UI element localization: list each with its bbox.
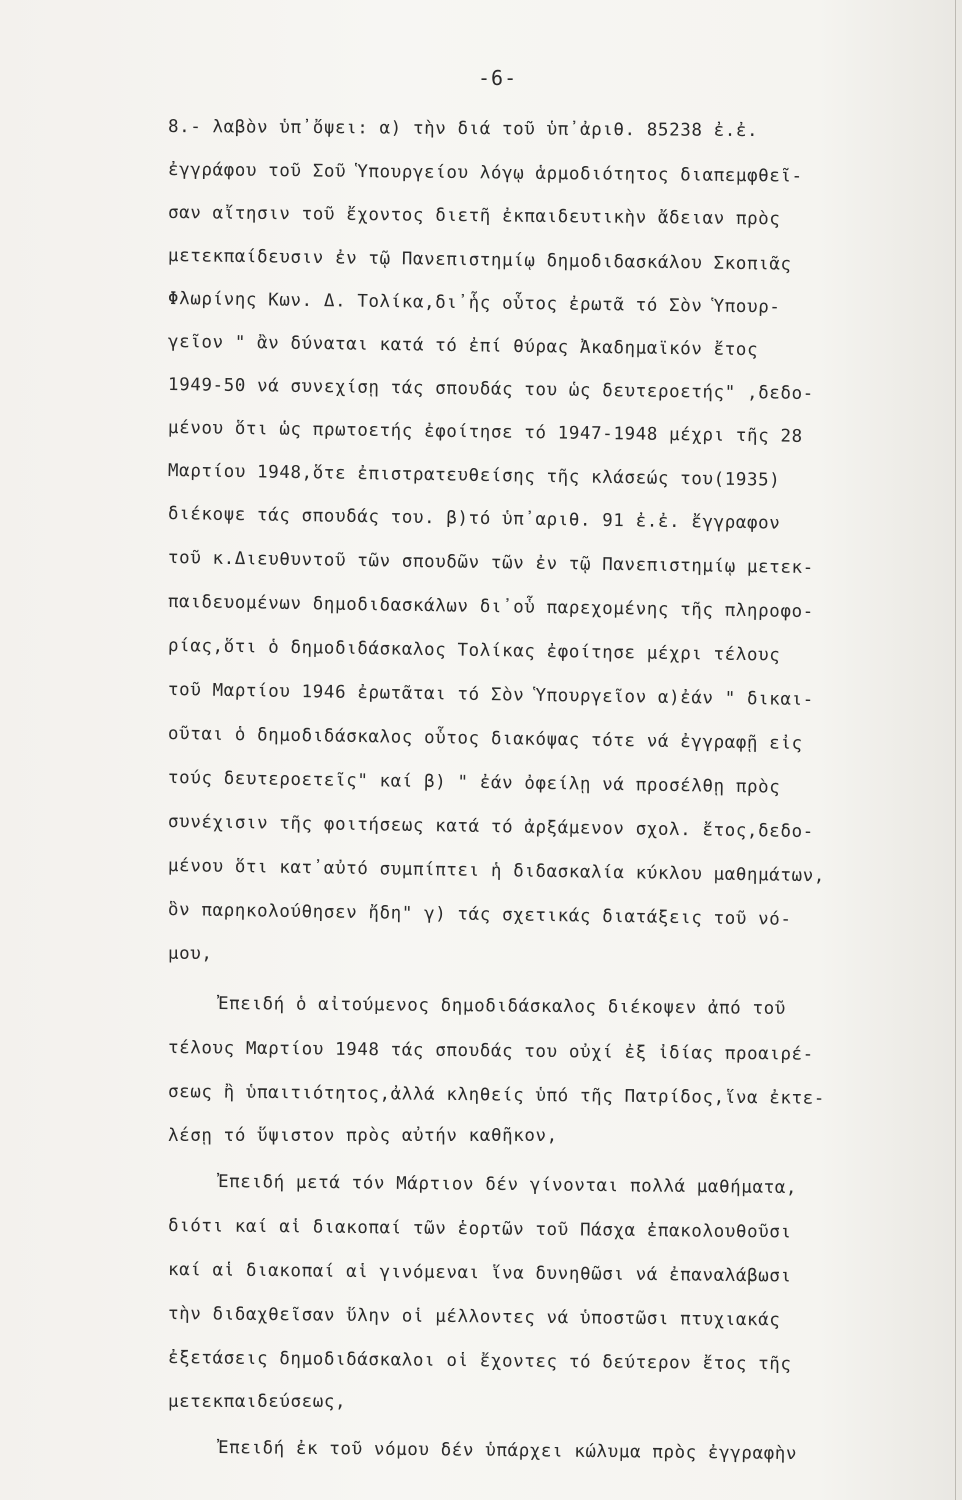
text-line: μου,: [168, 944, 213, 964]
text-line: Ἐπειδή ἐκ τοῦ νόμου δέν ὑπάρχει κώλυμα πρὸς ἐγγραφὴν: [217, 1438, 798, 1465]
text-line: οῦται ὁ δημοδιδάσκαλος οὗτος διακόψας τότε νά ἐγγραφῇ εἰς: [167, 724, 803, 754]
text-line: τοῦ κ.Διευθυντοῦ τῶν σπουδῶν τῶν ἐν τῷ Πανεπιστημίῳ μετεκ-: [167, 548, 814, 579]
text-line: διότι καί αἱ διακοπαί τῶν ἑορτῶν τοῦ Πάσχα ἐπακολουθοῦσι: [167, 1216, 792, 1243]
text-line: Μαρτίου 1948,ὅτε ἐπιστρατευθείσης τῆς κλάσεώς του(1935): [167, 461, 781, 491]
text-line: σεως ἢ ὑπαιτιότητος,ἀλλά κληθείς ὑπό τῆς Πατρίδος,ἵνα ἐκτε-: [167, 1082, 826, 1109]
text-line: Ἐπειδή μετά τόν Μάρτιον δέν γίνονται πολλά μαθήματα,: [217, 1172, 798, 1199]
text-line: μένου ὅτι ὡς πρωτοετής ἐφοίτησε τό 1947-1948 μέχρι τῆς 28: [167, 418, 803, 447]
text-line: ρίας,ὅτι ὁ δημοδιδάσκαλος Τολίκας ἐφοίτησε μέχρι τέλους: [167, 636, 781, 666]
text-line: Ἐπειδή ὁ αἰτούμενος δημοδιδάσκαλος διέκοψεν ἀπό τοῦ: [217, 994, 787, 1019]
text-line: γεῖον " ἂν δύναται κατά τό ἐπί θύρας Ἀκαδημαϊκόν ἔτος: [167, 332, 759, 361]
text-line: Φλωρίνης Κων. Δ. Τολίκα,δι᾿ἧς οὗτος ἐρωτᾶ τό Σὸν Ὑπουρ-: [167, 289, 781, 318]
text-line: διέκοψε τάς σπουδάς του. β)τό ὑπ᾿αριθ. 91 ἐ.ἐ. ἔγγραφον: [167, 504, 781, 534]
text-line: μετεκπαίδευσιν ἐν τῷ Πανεπιστημίῳ δημοδιδασκάλου Σκοπιᾶς: [167, 246, 792, 275]
text-line: μετεκπαιδεύσεως,: [168, 1392, 347, 1412]
text-line: 1949-50 νά συνεχίσῃ τάς σπουδάς του ὡς δευτεροετής" ,δεδο-: [167, 375, 814, 405]
page-number: -6-: [478, 66, 518, 90]
text-line: τοῦ Μαρτίου 1946 ἐρωτᾶται τό Σὸν Ὑπουργεῖον α)ἐάν " δικαι-: [167, 680, 814, 711]
text-line: μένου ὅτι κατ᾿αὐτό συμπίπτει ἡ διδασκαλία κύκλου μαθημάτων,: [167, 856, 826, 887]
text-line: τούς δευτεροετεῖς" καί β) " ἐάν ὀφείλῃ νά προσέλθῃ πρὸς: [167, 768, 781, 798]
text-line: λέσῃ τό ὕψιστον πρὸς αὐτήν καθῆκον,: [168, 1126, 558, 1146]
text-line: σαν αἴτησιν τοῦ ἔχοντος διετῆ ἐκπαιδευτικὴν ἄδειαν πρὸς: [167, 203, 781, 230]
text-line: ἐξετάσεις δημοδιδάσκαλοι οἱ ἔχοντες τό δεύτερον ἔτος τῆς: [167, 1348, 792, 1375]
text-line: τέλους Μαρτίου 1948 τάς σπουδάς του οὐχί ἐξ ἰδίας προαιρέ-: [167, 1038, 814, 1065]
page-edge-line: [955, 0, 956, 1500]
text-line: συνέχισιν τῆς φοιτήσεως κατά τό ἀρξάμενον σχολ. ἔτος,δεδο-: [167, 812, 814, 843]
text-line: καί αἱ διακοπαί αἱ γινόμεναι ἵνα δυνηθῶσι νά ἐπαναλάβωσι: [167, 1260, 792, 1287]
text-line: ὃν παρηκολούθησεν ἤδη" γ) τάς σχετικάς διατάξεις τοῦ νό-: [167, 900, 792, 930]
text-line: τὴν διδαχθεῖσαν ὕλην οἱ μέλλοντες νά ὑποστῶσι πτυχιακάς: [167, 1304, 781, 1331]
text-line: ἐγγράφου τοῦ Σοῦ Ὑπουργείου λόγῳ ἁρμοδιότητος διαπεμφθεῖ-: [167, 160, 803, 187]
text-line: 8.- λαβὸν ὑπ᾿ὄψει: α) τὴν διά τοῦ ὑπ᾿ἀριθ. 85238 ἐ.ἐ.: [167, 117, 759, 142]
text-line: παιδευομένων δημοδιδασκάλων δι᾿οὗ παρεχομένης τῆς πληροφο-: [167, 592, 814, 623]
